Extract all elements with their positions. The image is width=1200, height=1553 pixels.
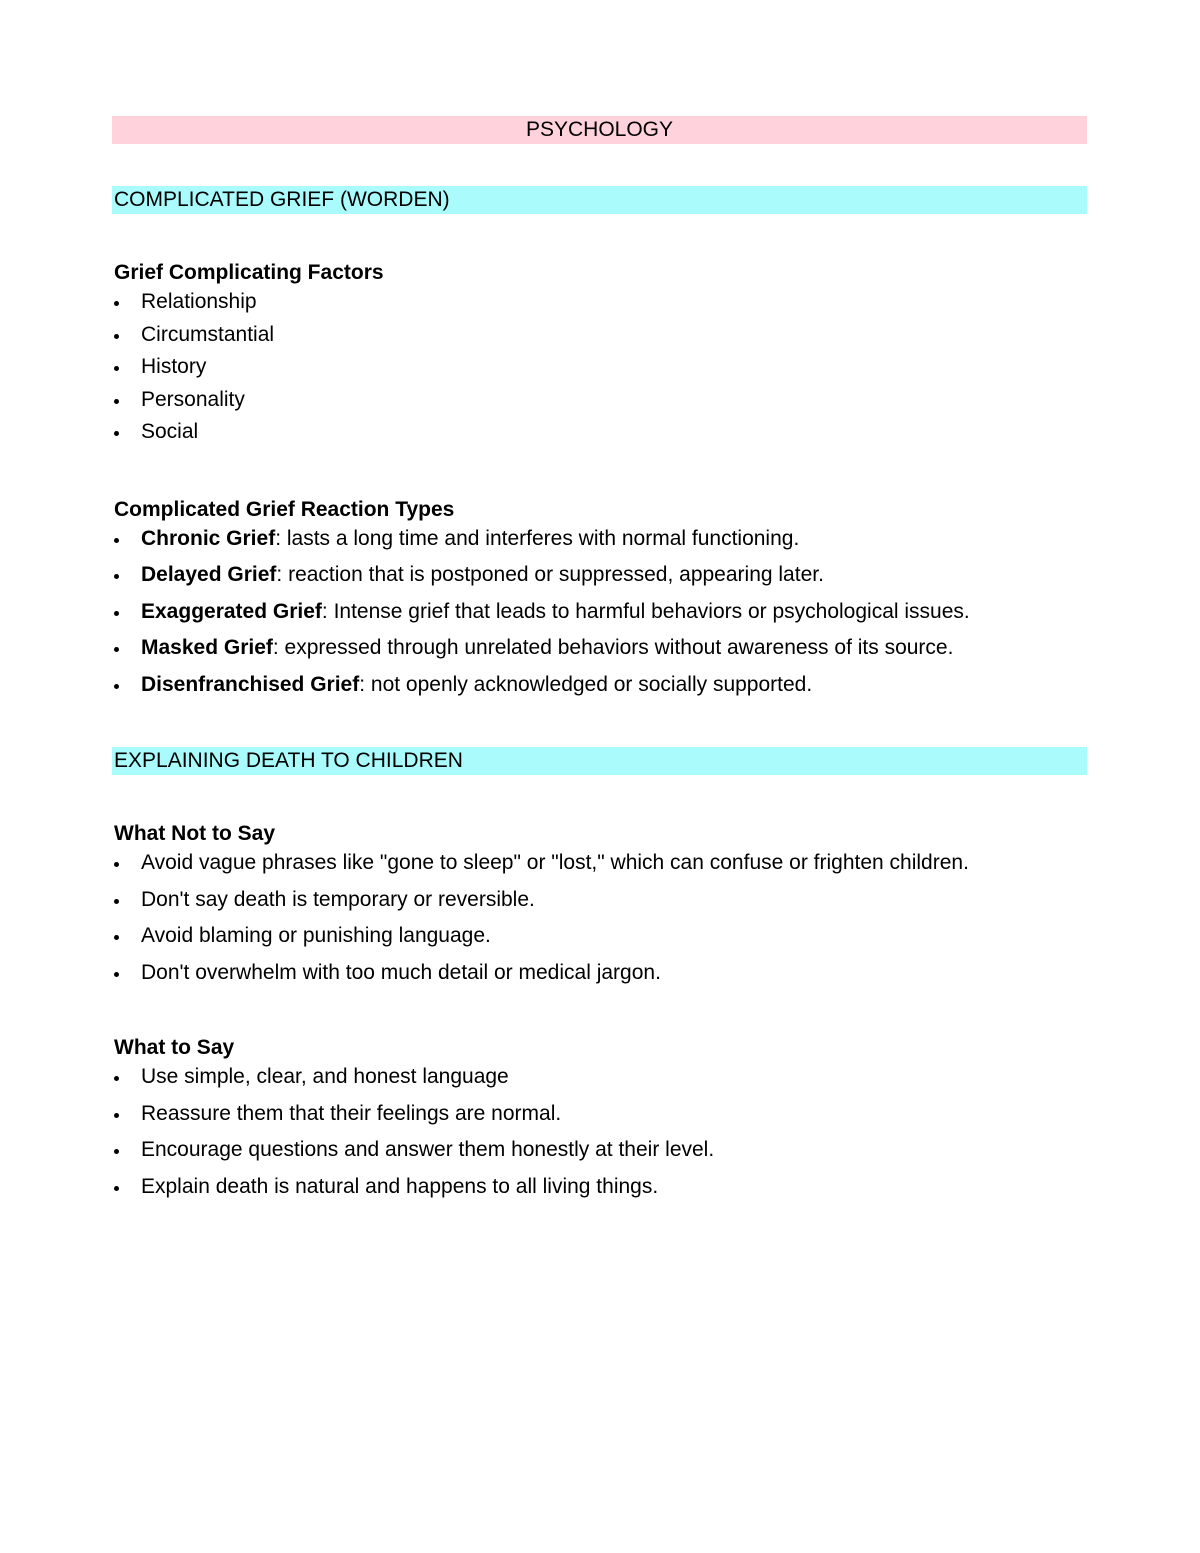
bullet-icon: [114, 935, 119, 940]
bullet-icon: [114, 647, 119, 652]
bullet-icon: [114, 538, 119, 543]
list-item: [112, 1102, 1087, 1139]
bullet-icon: [114, 611, 119, 616]
list-item-text: Personality: [141, 387, 245, 411]
bullet-icon: [114, 899, 119, 904]
list-item-text: Explain death is natural and happens to all living things.: [141, 1174, 659, 1198]
bullet-icon: [114, 972, 119, 977]
list-item-text: History: [141, 355, 207, 378]
list-item: [112, 388, 1087, 421]
list-item-text: Encourage questions and answer them honestly at their level.: [141, 1138, 715, 1161]
bullet-icon: [114, 1076, 119, 1081]
list-item: [112, 527, 1087, 564]
factors-list: [112, 290, 1087, 453]
list-item-text: Avoid blaming or punishing language.: [141, 924, 491, 947]
list-item: [112, 420, 1087, 453]
list-item: [112, 851, 1087, 888]
list-item: [112, 355, 1087, 388]
list-item: [112, 1175, 1087, 1212]
list-item-text: Circumstantial: [141, 322, 275, 346]
term-label: Delayed Grief: [141, 563, 277, 586]
list-item: [112, 888, 1087, 925]
list-item: [112, 600, 1087, 637]
bullet-icon: [114, 431, 119, 436]
bullet-icon: [114, 1186, 119, 1191]
term-label: Disenfranchised Grief: [141, 672, 360, 696]
bullet-icon: [114, 574, 119, 579]
bullet-icon: [114, 1113, 119, 1118]
term-description: : reaction that is postponed or suppressed, appearing later.: [276, 563, 824, 586]
bullet-icon: [114, 301, 119, 306]
list-item: [112, 961, 1087, 998]
subheading-what-not-to-say: What Not to Say: [114, 822, 275, 845]
list-item-text: Don't say death is temporary or reversible.: [141, 887, 535, 911]
what-to-say-list: [112, 1065, 1087, 1211]
bullet-icon: [114, 1149, 119, 1154]
list-item: [112, 636, 1087, 673]
bullet-icon: [114, 366, 119, 371]
section-heading-complicated-grief: COMPLICATED GRIEF (WORDEN): [112, 186, 1087, 214]
bullet-icon: [114, 334, 119, 339]
list-item: [112, 924, 1087, 961]
list-item-text: Use simple, clear, and honest language: [141, 1065, 509, 1088]
list-item-text: Avoid vague phrases like "gone to sleep" or "lost," which can confuse or frighten children.: [141, 851, 969, 874]
what-not-to-say-list: [112, 851, 1087, 997]
term-description: : Intense grief that leads to harmful behaviors or psychological issues.: [321, 599, 970, 623]
list-item: [112, 1138, 1087, 1175]
term-label: Exaggerated Grief: [141, 599, 322, 623]
list-item-text: Don't overwhelm with too much detail or medical jargon.: [141, 960, 661, 984]
bullet-icon: [114, 862, 119, 867]
subheading-grief-complicating-factors: Grief Complicating Factors: [114, 261, 384, 284]
list-item-text: Social: [141, 420, 199, 443]
term-description: : lasts a long time and interferes with normal functioning.: [275, 526, 800, 550]
list-item-text: Reassure them that their feelings are normal.: [141, 1101, 562, 1125]
term-label: Masked Grief: [141, 636, 273, 659]
subheading-reaction-types: Complicated Grief Reaction Types: [114, 497, 455, 521]
list-item-text: Relationship: [141, 290, 257, 313]
bullet-icon: [114, 684, 119, 689]
subheading-what-to-say: What to Say: [114, 1036, 235, 1059]
page-title: PSYCHOLOGY: [112, 116, 1087, 144]
bullet-icon: [114, 399, 119, 404]
reaction-types-list: [112, 527, 1087, 710]
list-item: [112, 290, 1087, 323]
term-description: : not openly acknowledged or socially supported.: [359, 672, 813, 696]
term-description: : expressed through unrelated behaviors without awareness of its source.: [272, 636, 954, 659]
list-item: [112, 673, 1087, 710]
section-heading-explaining-death: EXPLAINING DEATH TO CHILDREN: [112, 747, 1087, 775]
term-label: Chronic Grief: [141, 526, 276, 550]
list-item: [112, 563, 1087, 600]
document-page: [112, 116, 1087, 1211]
list-item: [112, 323, 1087, 356]
list-item: [112, 1065, 1087, 1102]
